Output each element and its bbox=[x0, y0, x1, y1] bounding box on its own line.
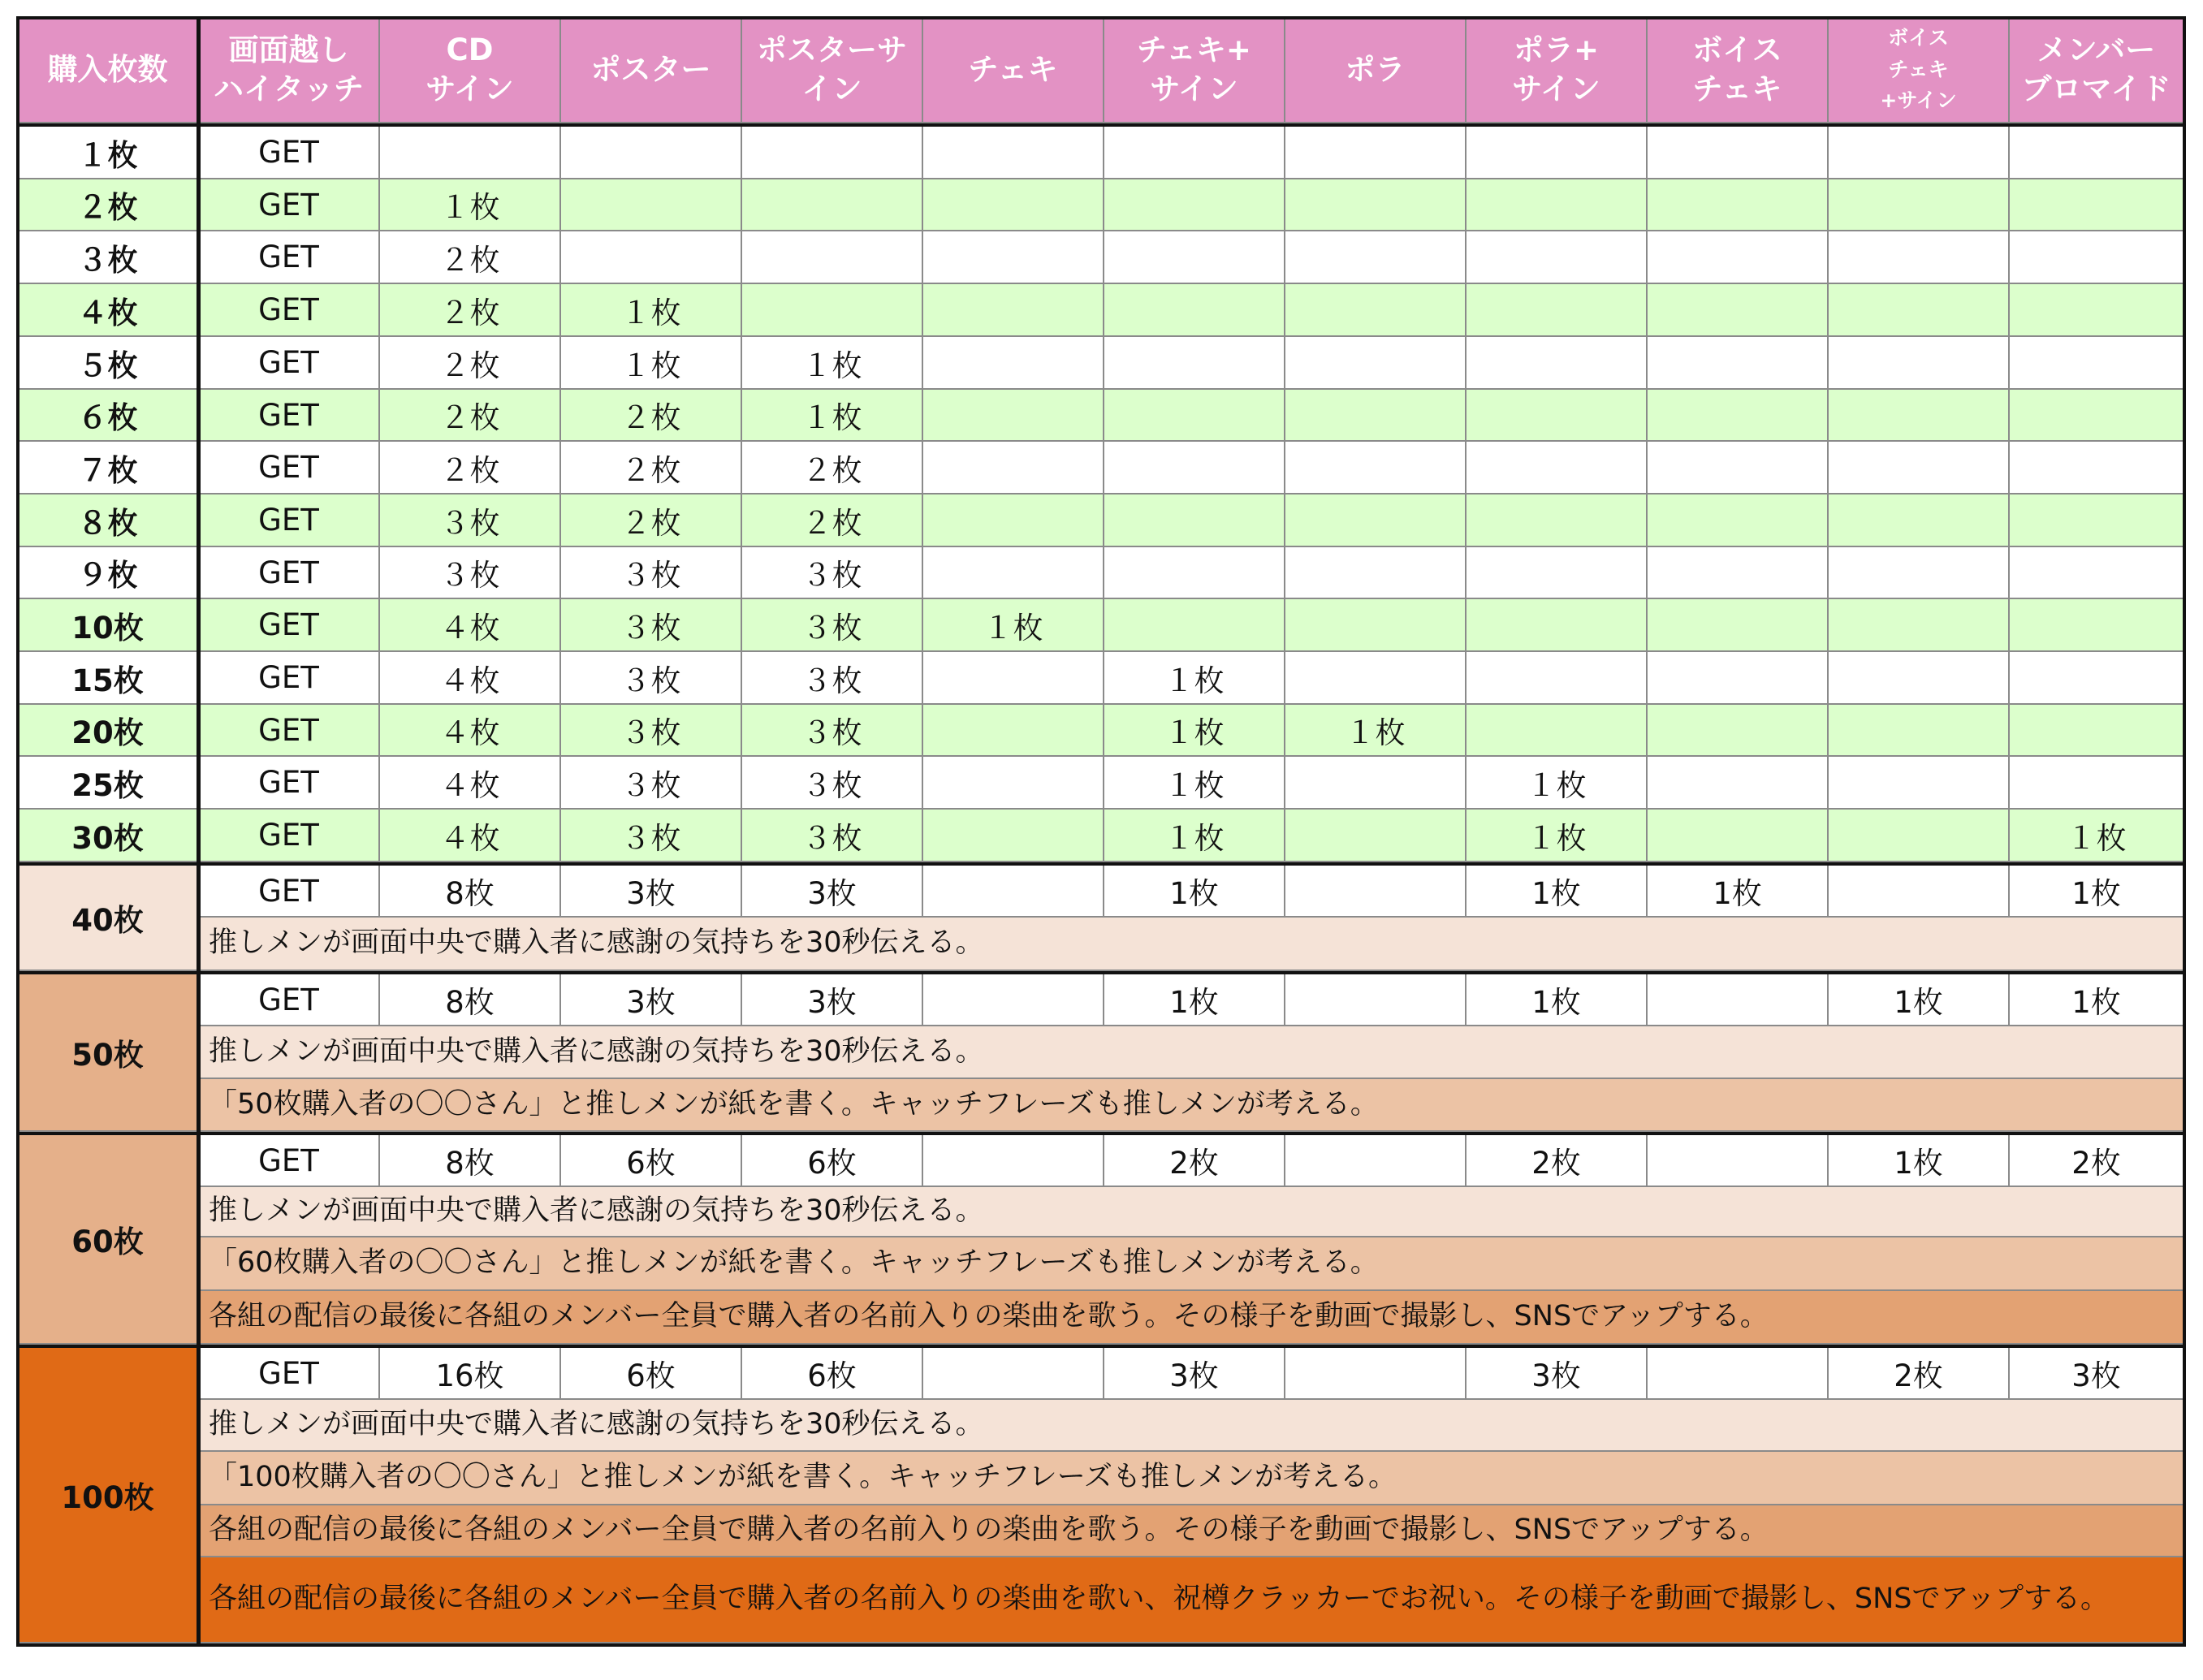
cell-cheki bbox=[923, 757, 1104, 810]
cell-voice-cheki bbox=[1648, 810, 1829, 862]
cell-poster-sign: ３枚 bbox=[742, 757, 923, 810]
cell-screen-hightouch: GET bbox=[199, 1348, 380, 1400]
cell-voice-cheki bbox=[1648, 1348, 1829, 1400]
row-label: ８枚 bbox=[18, 494, 199, 547]
cell-poster-sign: ２枚 bbox=[742, 442, 923, 494]
cell-pola-sign bbox=[1467, 231, 1648, 284]
cell-poster-sign bbox=[742, 127, 923, 179]
cell-member-bromide bbox=[2010, 599, 2184, 652]
cell-cd-sign: 8枚 bbox=[380, 866, 561, 918]
cell-cheki: １枚 bbox=[923, 599, 1104, 652]
cell-cheki bbox=[923, 284, 1104, 337]
header-poster-sign: ポスターサ イン bbox=[742, 18, 923, 123]
cell-poster: １枚 bbox=[561, 284, 742, 337]
cell-screen-hightouch: GET bbox=[199, 127, 380, 179]
cell-member-bromide: 1枚 bbox=[2010, 974, 2184, 1026]
header-pola-sign: ポラ+ サイン bbox=[1467, 18, 1648, 123]
cell-member-bromide bbox=[2010, 757, 2184, 810]
cell-poster: ２枚 bbox=[561, 390, 742, 442]
row-label: １枚 bbox=[18, 127, 199, 179]
cell-pola bbox=[1285, 231, 1467, 284]
cell-voice-cheki bbox=[1648, 284, 1829, 337]
cell-voice-cheki-sign bbox=[1829, 757, 2010, 810]
header-cd-sign: CD サイン bbox=[380, 18, 561, 123]
cell-cheki bbox=[923, 390, 1104, 442]
cell-screen-hightouch: GET bbox=[199, 547, 380, 599]
cell-cheki bbox=[923, 442, 1104, 494]
cell-pola bbox=[1285, 284, 1467, 337]
cell-cheki bbox=[923, 866, 1104, 918]
cell-pola-sign bbox=[1467, 442, 1648, 494]
cell-cd-sign: 8枚 bbox=[380, 974, 561, 1026]
cell-voice-cheki-sign: 1枚 bbox=[1829, 1135, 2010, 1187]
cell-voice-cheki-sign: 2枚 bbox=[1829, 1348, 2010, 1400]
cell-screen-hightouch: GET bbox=[199, 337, 380, 390]
cell-voice-cheki bbox=[1648, 337, 1829, 390]
cell-pola bbox=[1285, 810, 1467, 862]
row-label: 15枚 bbox=[18, 652, 199, 705]
cell-poster: 3枚 bbox=[561, 974, 742, 1026]
cell-screen-hightouch: GET bbox=[199, 284, 380, 337]
cell-voice-cheki-sign bbox=[1829, 337, 2010, 390]
cell-pola-sign: 3枚 bbox=[1467, 1348, 1648, 1400]
benefit-note: 各組の配信の最後に各組のメンバー全員で購入者の名前入りの楽曲を歌う。その様子を動画で撮影し、SNSでアップする。 bbox=[199, 1291, 2184, 1345]
tier-label: 40枚 bbox=[18, 866, 199, 971]
cell-voice-cheki-sign bbox=[1829, 810, 2010, 862]
cell-cheki-sign: １枚 bbox=[1104, 705, 1285, 757]
benefit-note: 各組の配信の最後に各組のメンバー全員で購入者の名前入りの楽曲を歌う。その様子を動画で撮影し、SNSでアップする。 bbox=[199, 1505, 2184, 1557]
header-pola: ポラ bbox=[1285, 18, 1467, 123]
cell-cheki-sign bbox=[1104, 284, 1285, 337]
cell-poster-sign: １枚 bbox=[742, 337, 923, 390]
cell-poster: ３枚 bbox=[561, 810, 742, 862]
cell-member-bromide bbox=[2010, 231, 2184, 284]
row-label: ６枚 bbox=[18, 390, 199, 442]
row-label: ５枚 bbox=[18, 337, 199, 390]
cell-voice-cheki bbox=[1648, 127, 1829, 179]
cell-voice-cheki-sign bbox=[1829, 127, 2010, 179]
cell-pola-sign bbox=[1467, 705, 1648, 757]
cell-pola bbox=[1285, 1135, 1467, 1187]
cell-member-bromide: 1枚 bbox=[2010, 866, 2184, 918]
cell-screen-hightouch: GET bbox=[199, 179, 380, 231]
cell-voice-cheki bbox=[1648, 974, 1829, 1026]
cell-poster-sign: ３枚 bbox=[742, 599, 923, 652]
cell-pola: １枚 bbox=[1285, 705, 1467, 757]
cell-poster: １枚 bbox=[561, 337, 742, 390]
cell-screen-hightouch: GET bbox=[199, 1135, 380, 1187]
cell-pola bbox=[1285, 866, 1467, 918]
cell-screen-hightouch: GET bbox=[199, 705, 380, 757]
cell-pola bbox=[1285, 599, 1467, 652]
cell-poster-sign: 3枚 bbox=[742, 974, 923, 1026]
cell-voice-cheki: 1枚 bbox=[1648, 866, 1829, 918]
cell-voice-cheki-sign bbox=[1829, 390, 2010, 442]
cell-member-bromide bbox=[2010, 284, 2184, 337]
row-label: 10枚 bbox=[18, 599, 199, 652]
cell-cheki-sign bbox=[1104, 494, 1285, 547]
header-cheki-sign: チェキ+ サイン bbox=[1104, 18, 1285, 123]
benefit-note: 「50枚購入者の〇〇さん」と推しメンが紙を書く。キャッチフレーズも推しメンが考える。 bbox=[199, 1079, 2184, 1132]
cell-cd-sign: ４枚 bbox=[380, 757, 561, 810]
cell-screen-hightouch: GET bbox=[199, 974, 380, 1026]
cell-poster-sign: 6枚 bbox=[742, 1348, 923, 1400]
cell-cheki bbox=[923, 974, 1104, 1026]
cell-cheki bbox=[923, 705, 1104, 757]
cell-cheki-sign bbox=[1104, 547, 1285, 599]
cell-cheki bbox=[923, 494, 1104, 547]
cell-cd-sign: １枚 bbox=[380, 179, 561, 231]
cell-pola bbox=[1285, 652, 1467, 705]
row-label: 25枚 bbox=[18, 757, 199, 810]
cell-pola-sign bbox=[1467, 127, 1648, 179]
cell-pola-sign bbox=[1467, 547, 1648, 599]
benefit-note: 各組の配信の最後に各組のメンバー全員で購入者の名前入りの楽曲を歌い、祝樽クラッカーでお祝い。その様子を動画で撮影し、SNSでアップする。 bbox=[199, 1557, 2184, 1643]
cell-poster-sign bbox=[742, 179, 923, 231]
cell-pola-sign: 1枚 bbox=[1467, 974, 1648, 1026]
cell-voice-cheki bbox=[1648, 599, 1829, 652]
cell-cd-sign: ２枚 bbox=[380, 390, 561, 442]
cell-cd-sign: ２枚 bbox=[380, 231, 561, 284]
cell-cd-sign: ４枚 bbox=[380, 599, 561, 652]
cell-pola bbox=[1285, 1348, 1467, 1400]
cell-pola bbox=[1285, 757, 1467, 810]
benefit-note: 推しメンが画面中央で購入者に感謝の気持ちを30秒伝える。 bbox=[199, 1187, 2184, 1237]
cell-cheki bbox=[923, 547, 1104, 599]
cell-poster-sign: ３枚 bbox=[742, 810, 923, 862]
header-poster: ポスター bbox=[561, 18, 742, 123]
row-label: ３枚 bbox=[18, 231, 199, 284]
cell-voice-cheki bbox=[1648, 231, 1829, 284]
cell-voice-cheki bbox=[1648, 547, 1829, 599]
cell-poster bbox=[561, 179, 742, 231]
cell-cheki-sign bbox=[1104, 179, 1285, 231]
cell-voice-cheki-sign bbox=[1829, 547, 2010, 599]
cell-voice-cheki bbox=[1648, 179, 1829, 231]
cell-pola bbox=[1285, 337, 1467, 390]
cell-voice-cheki bbox=[1648, 494, 1829, 547]
header-voice-cheki-sign: ボイス チェキ +サイン bbox=[1829, 18, 2010, 123]
row-label: ４枚 bbox=[18, 284, 199, 337]
cell-cheki-sign: 3枚 bbox=[1104, 1348, 1285, 1400]
cell-cheki-sign bbox=[1104, 442, 1285, 494]
cell-cheki bbox=[923, 1135, 1104, 1187]
row-label: ７枚 bbox=[18, 442, 199, 494]
cell-cd-sign: ３枚 bbox=[380, 547, 561, 599]
cell-poster-sign: ３枚 bbox=[742, 547, 923, 599]
cell-screen-hightouch: GET bbox=[199, 757, 380, 810]
benefit-note: 推しメンが画面中央で購入者に感謝の気持ちを30秒伝える。 bbox=[199, 1026, 2184, 1079]
cell-voice-cheki-sign bbox=[1829, 599, 2010, 652]
header-cheki: チェキ bbox=[923, 18, 1104, 123]
cell-member-bromide bbox=[2010, 652, 2184, 705]
cell-cd-sign: 8枚 bbox=[380, 1135, 561, 1187]
cell-poster: ３枚 bbox=[561, 652, 742, 705]
cell-poster bbox=[561, 127, 742, 179]
header-member-bromide: メンバー ブロマイド bbox=[2010, 18, 2184, 123]
cell-member-bromide bbox=[2010, 494, 2184, 547]
cell-cd-sign: ２枚 bbox=[380, 442, 561, 494]
tier-label: 100枚 bbox=[18, 1348, 199, 1643]
cell-cheki-sign bbox=[1104, 127, 1285, 179]
cell-pola bbox=[1285, 127, 1467, 179]
cell-cheki-sign: 1枚 bbox=[1104, 974, 1285, 1026]
cell-cd-sign bbox=[380, 127, 561, 179]
cell-member-bromide bbox=[2010, 390, 2184, 442]
cell-voice-cheki-sign bbox=[1829, 179, 2010, 231]
cell-cheki bbox=[923, 127, 1104, 179]
cell-cd-sign: ４枚 bbox=[380, 705, 561, 757]
cell-pola-sign: 2枚 bbox=[1467, 1135, 1648, 1187]
cell-cheki-sign bbox=[1104, 390, 1285, 442]
cell-voice-cheki-sign bbox=[1829, 494, 2010, 547]
cell-screen-hightouch: GET bbox=[199, 231, 380, 284]
cell-pola-sign: １枚 bbox=[1467, 810, 1648, 862]
tier-separator bbox=[18, 1643, 2184, 1647]
header-purchase-count: 購入枚数 bbox=[18, 18, 199, 123]
cell-cheki-sign bbox=[1104, 337, 1285, 390]
cell-pola bbox=[1285, 179, 1467, 231]
cell-screen-hightouch: GET bbox=[199, 599, 380, 652]
cell-voice-cheki bbox=[1648, 705, 1829, 757]
cell-screen-hightouch: GET bbox=[199, 494, 380, 547]
cell-poster: ２枚 bbox=[561, 442, 742, 494]
cell-pola bbox=[1285, 974, 1467, 1026]
cell-cheki-sign bbox=[1104, 599, 1285, 652]
cell-poster-sign bbox=[742, 284, 923, 337]
cell-cheki bbox=[923, 810, 1104, 862]
cell-voice-cheki-sign bbox=[1829, 442, 2010, 494]
cell-pola-sign bbox=[1467, 390, 1648, 442]
cell-cheki-sign: 1枚 bbox=[1104, 866, 1285, 918]
cell-voice-cheki-sign bbox=[1829, 284, 2010, 337]
cell-poster: 6枚 bbox=[561, 1348, 742, 1400]
cell-poster-sign: ３枚 bbox=[742, 705, 923, 757]
cell-cd-sign: ４枚 bbox=[380, 652, 561, 705]
row-label: 30枚 bbox=[18, 810, 199, 862]
cell-poster: ３枚 bbox=[561, 705, 742, 757]
cell-cheki-sign: １枚 bbox=[1104, 757, 1285, 810]
cell-cheki-sign: 2枚 bbox=[1104, 1135, 1285, 1187]
cell-pola-sign bbox=[1467, 494, 1648, 547]
cell-poster-sign bbox=[742, 231, 923, 284]
cell-cheki bbox=[923, 337, 1104, 390]
cell-voice-cheki bbox=[1648, 652, 1829, 705]
benefit-note: 「100枚購入者の〇〇さん」と推しメンが紙を書く。キャッチフレーズも推しメンが考える。 bbox=[199, 1452, 2184, 1505]
row-label: 20枚 bbox=[18, 705, 199, 757]
cell-poster: ３枚 bbox=[561, 757, 742, 810]
cell-cd-sign: 16枚 bbox=[380, 1348, 561, 1400]
cell-poster-sign: 6枚 bbox=[742, 1135, 923, 1187]
cell-member-bromide bbox=[2010, 127, 2184, 179]
cell-member-bromide: 2枚 bbox=[2010, 1135, 2184, 1187]
cell-cheki bbox=[923, 1348, 1104, 1400]
cell-poster: 6枚 bbox=[561, 1135, 742, 1187]
cell-member-bromide bbox=[2010, 442, 2184, 494]
cell-pola-sign bbox=[1467, 284, 1648, 337]
cell-pola bbox=[1285, 390, 1467, 442]
cell-cd-sign: ２枚 bbox=[380, 284, 561, 337]
cell-member-bromide bbox=[2010, 705, 2184, 757]
cell-poster: ３枚 bbox=[561, 547, 742, 599]
header-screen-hightouch: 画面越し ハイタッチ bbox=[199, 18, 380, 123]
cell-cheki-sign: １枚 bbox=[1104, 810, 1285, 862]
tier-label: 50枚 bbox=[18, 974, 199, 1132]
cell-member-bromide bbox=[2010, 179, 2184, 231]
cell-screen-hightouch: GET bbox=[199, 442, 380, 494]
cell-cd-sign: ２枚 bbox=[380, 337, 561, 390]
cell-member-bromide bbox=[2010, 547, 2184, 599]
row-label: ２枚 bbox=[18, 179, 199, 231]
cell-voice-cheki-sign bbox=[1829, 231, 2010, 284]
cell-voice-cheki bbox=[1648, 757, 1829, 810]
cell-cd-sign: ４枚 bbox=[380, 810, 561, 862]
cell-member-bromide: 3枚 bbox=[2010, 1348, 2184, 1400]
cell-pola-sign bbox=[1467, 652, 1648, 705]
tier-label: 60枚 bbox=[18, 1135, 199, 1345]
cell-pola-sign: １枚 bbox=[1467, 757, 1648, 810]
cell-voice-cheki-sign bbox=[1829, 652, 2010, 705]
cell-pola-sign bbox=[1467, 337, 1648, 390]
cell-poster-sign: ２枚 bbox=[742, 494, 923, 547]
cell-voice-cheki-sign: 1枚 bbox=[1829, 974, 2010, 1026]
cell-poster: 3枚 bbox=[561, 866, 742, 918]
cell-screen-hightouch: GET bbox=[199, 866, 380, 918]
cell-voice-cheki bbox=[1648, 442, 1829, 494]
cell-poster bbox=[561, 231, 742, 284]
cell-pola-sign: 1枚 bbox=[1467, 866, 1648, 918]
cell-screen-hightouch: GET bbox=[199, 810, 380, 862]
cell-pola bbox=[1285, 494, 1467, 547]
cell-screen-hightouch: GET bbox=[199, 390, 380, 442]
benefit-note: 推しメンが画面中央で購入者に感謝の気持ちを30秒伝える。 bbox=[199, 1400, 2184, 1452]
cell-pola bbox=[1285, 442, 1467, 494]
cell-cheki-sign: １枚 bbox=[1104, 652, 1285, 705]
cell-pola-sign bbox=[1467, 179, 1648, 231]
cell-voice-cheki-sign bbox=[1829, 705, 2010, 757]
row-label: ９枚 bbox=[18, 547, 199, 599]
cell-member-bromide bbox=[2010, 337, 2184, 390]
cell-poster-sign: １枚 bbox=[742, 390, 923, 442]
cell-voice-cheki bbox=[1648, 1135, 1829, 1187]
cell-screen-hightouch: GET bbox=[199, 652, 380, 705]
cell-cheki bbox=[923, 652, 1104, 705]
cell-member-bromide: １枚 bbox=[2010, 810, 2184, 862]
cell-poster-sign: ３枚 bbox=[742, 652, 923, 705]
cell-pola bbox=[1285, 547, 1467, 599]
cell-poster: ２枚 bbox=[561, 494, 742, 547]
benefit-note: 「60枚購入者の〇〇さん」と推しメンが紙を書く。キャッチフレーズも推しメンが考える。 bbox=[199, 1237, 2184, 1291]
cell-cd-sign: ３枚 bbox=[380, 494, 561, 547]
benefit-note: 推しメンが画面中央で購入者に感謝の気持ちを30秒伝える。 bbox=[199, 918, 2184, 971]
cell-cheki bbox=[923, 179, 1104, 231]
cell-poster: ３枚 bbox=[561, 599, 742, 652]
cell-voice-cheki-sign bbox=[1829, 866, 2010, 918]
cell-poster-sign: 3枚 bbox=[742, 866, 923, 918]
cell-cheki-sign bbox=[1104, 231, 1285, 284]
cell-voice-cheki bbox=[1648, 390, 1829, 442]
cell-pola-sign bbox=[1467, 599, 1648, 652]
cell-cheki bbox=[923, 231, 1104, 284]
header-voice-cheki: ボイス チェキ bbox=[1648, 18, 1829, 123]
